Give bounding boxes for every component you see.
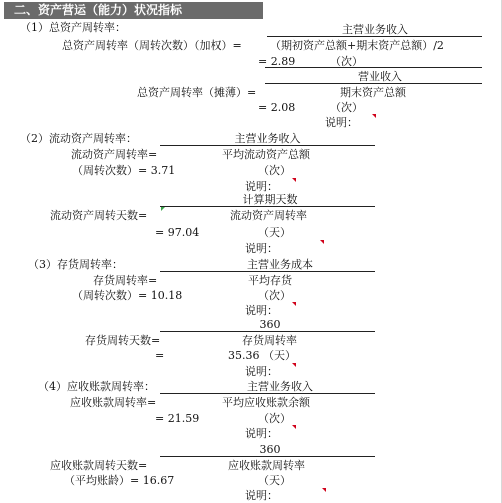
comment-marker[interactable] [322,488,326,492]
current-denominator: 平均流动资产总额 [222,148,310,161]
receivables-days-denominator: 应收账款周转率 [228,459,305,472]
amortized-label: 总资产周转率（摊薄）= [137,86,257,99]
current-days-label: 流动资产周转天数= [50,209,148,222]
fraction-line [160,145,375,146]
current-days-numerator: 计算期天数 [242,193,298,206]
inventory-heading: （3）存货周转率： [28,258,123,271]
total-asset-heading: （1）总资产周转率： [20,21,126,34]
comment-marker[interactable] [292,425,296,429]
amortized-value: = 2.08 [258,101,296,114]
current-label: 流动资产周转率= [71,148,158,161]
note-label: 说明： [245,365,278,378]
inventory-days-numerator: 360 [259,318,281,331]
inventory-denominator: 平均存货 [248,274,292,287]
receivables-numerator: 主营业务收入 [247,380,313,393]
section-title: 二、资产营运（能力）状况指标 [4,2,263,19]
note-label: 说明： [245,427,278,440]
weighted-label: 总资产周转率（周转次数）（加权）= [62,39,242,52]
comment-marker[interactable] [292,302,296,306]
note-label: 说明： [325,116,358,129]
inventory-days-value: 35.36 （天） [228,349,296,362]
current-asset-heading: （2）流动资产周转率： [20,132,137,145]
amortized-denominator: 期末资产总额 [340,86,406,99]
receivables-days-numerator: 360 [259,443,281,456]
amortized-numerator: 营业收入 [358,70,402,83]
current-numerator: 主营业务收入 [234,132,301,145]
fraction-line [265,67,482,68]
inventory-days-eq: = [155,349,165,362]
inventory-label-value: （周转次数）= 10.18 [72,289,183,302]
receivables-heading: （4）应收账款周转率： [38,380,155,393]
note-label: 说明： [245,489,278,502]
current-days-unit: （天） [258,226,291,239]
fraction-line [265,83,482,84]
receivables-value: = 21.59 [155,412,200,425]
inventory-days-label: 存货周转天数= [85,334,161,347]
comment-marker[interactable] [292,178,296,182]
inventory-label: 存货周转率= [93,274,158,287]
fraction-line [160,206,375,207]
receivables-unit: （次） [258,412,291,425]
receivables-denominator: 平均应收账款余额 [222,396,310,409]
weighted-denominator: （期初资产总额+期末资产总额）/2 [270,39,444,52]
fraction-line [160,393,375,394]
note-label: 说明： [245,304,278,317]
fraction-line [160,271,375,272]
inventory-unit: （次） [258,289,291,302]
current-days-denominator: 流动资产周转率 [230,209,307,222]
amortized-unit: （次） [330,101,363,114]
fraction-line [160,456,375,457]
weighted-value: = 2.89 [258,55,296,68]
fraction-line [160,331,375,332]
note-label: 说明： [245,180,278,193]
comment-marker[interactable] [320,240,324,244]
current-unit: （次） [258,164,291,177]
inventory-days-denominator: 存货周转率 [242,334,297,347]
fraction-line [267,36,482,37]
inventory-numerator: 主营业务成本 [247,258,313,271]
receivables-days-label: 应收账款周转天数= [50,459,148,472]
receivables-days-value: （平均账龄）= 16.67 [64,474,175,487]
comment-marker[interactable] [292,363,296,367]
note-label: 说明： [245,242,278,255]
weighted-numerator: 主营业务收入 [342,23,408,36]
current-days-value: = 97.04 [155,226,200,239]
weighted-unit: （次） [330,55,363,68]
receivables-days-unit: （天） [258,474,291,487]
green-marker [161,207,165,211]
receivables-label: 应收账款周转率= [70,396,157,409]
comment-marker[interactable] [372,114,376,118]
current-label-value: （周转次数）= 3.71 [72,164,176,177]
